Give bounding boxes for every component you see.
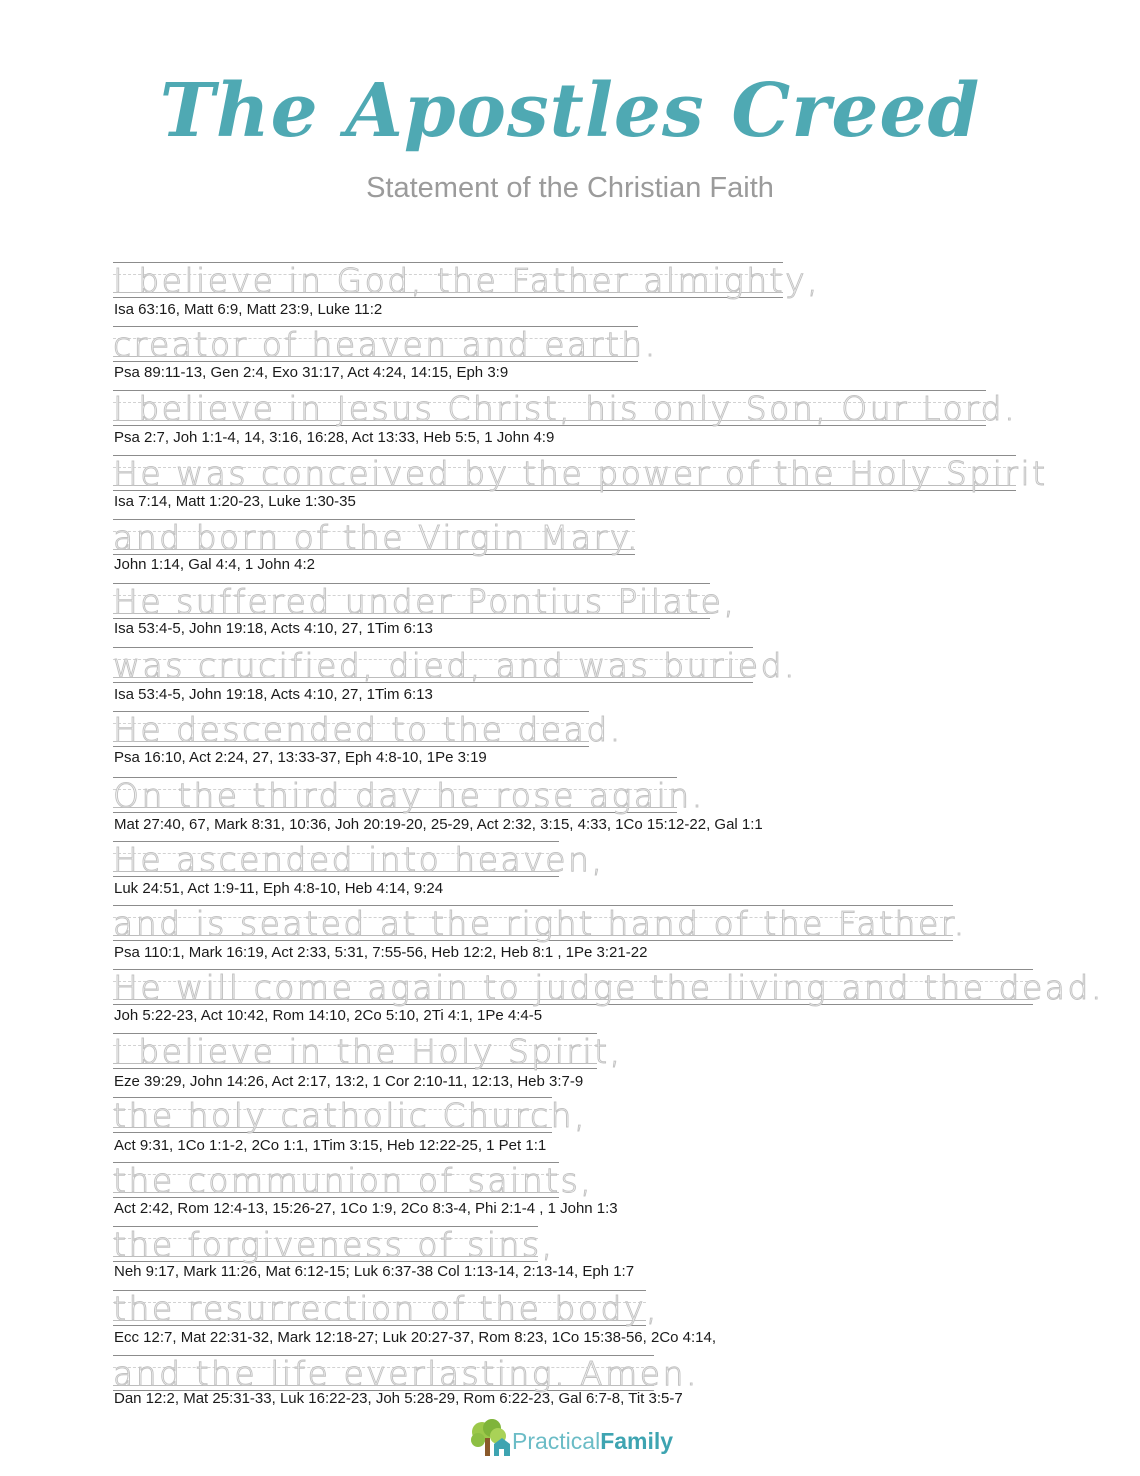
tracing-line [113,968,1104,1007]
tracing-line [113,518,641,557]
trace-text: I believe in God, the Father almighty, [113,261,821,300]
scripture-reference: Isa 53:4-5, John 19:18, Acts 4:10, 27, 1Tim 6:13 [114,620,433,637]
trace-text: He suffered under Pontius Pilate, [113,582,737,621]
practical-family-logo [468,1418,688,1458]
tracing-line [113,325,658,364]
tracing-line [113,1032,623,1071]
page-subtitle: Statement of the Christian Faith [366,172,774,204]
trace-text: On the third day he rose again. [113,776,705,815]
tracing-line [113,389,1018,428]
scripture-reference: Dan 12:2, Mat 25:31-33, Luk 16:22-23, Joh 5:28-29, Rom 6:22-23, Gal 6:7-8, Tit 3:5-7 [114,1390,683,1407]
trace-text: the resurrection of the body, [113,1289,660,1328]
scripture-reference: Psa 2:7, Joh 1:1-4, 14, 3:16, 16:28, Act 13:33, Heb 5:5, 1 John 4:9 [114,429,555,446]
scripture-reference: Psa 89:11-13, Gen 2:4, Exo 31:17, Act 4:24, 14:15, Eph 3:9 [114,364,509,381]
trace-text: and is seated at the right hand of the Father. [113,904,967,943]
tracing-line [113,582,737,621]
trace-text: and the life everlasting. Amen. [113,1354,699,1393]
trace-text: He will come again to judge the living and the dead. [113,968,1104,1007]
page-title: The Apostles Creed [159,68,981,154]
trace-text: He ascended into heaven, [113,840,605,879]
tracing-line [113,454,1048,493]
scripture-reference: Isa 53:4-5, John 19:18, Acts 4:10, 27, 1Tim 6:13 [114,686,433,703]
tracing-line [113,1289,660,1328]
tracing-line [113,646,797,685]
tracing-line [113,1354,699,1393]
tracing-line [113,904,967,943]
scripture-reference: John 1:14, Gal 4:4, 1 John 4:2 [114,556,315,573]
trace-text: creator of heaven and earth. [113,325,658,364]
scripture-reference: Luk 24:51, Act 1:9-11, Eph 4:8-10, Heb 4:14, 9:24 [114,880,444,897]
tracing-line [113,776,705,815]
tracing-line [113,1096,588,1135]
tracing-line [113,1225,555,1264]
scripture-reference: Act 2:42, Rom 12:4-13, 15:26-27, 1Co 1:9, 2Co 8:3-4, Phi 2:1-4 , 1 John 1:3 [114,1200,618,1217]
tracing-line [113,710,623,749]
trace-text: I believe in the Holy Spirit, [113,1032,623,1071]
scripture-reference: Psa 110:1, Mark 16:19, Act 2:33, 5:31, 7:55-56, Heb 12:2, Heb 8:1 , 1Pe 3:21-22 [114,944,648,961]
trace-text: the holy catholic Church, [113,1096,588,1135]
scripture-reference: Mat 27:40, 67, Mark 8:31, 10:36, Joh 20:19-20, 25-29, Act 2:32, 3:15, 4:33, 1Co 15:12-22, Gal 1:1 [114,816,763,833]
tree-house-icon [468,1418,510,1458]
trace-text: He was conceived by the power of the Holy Spirit [113,454,1048,493]
logo-word-practical: Practical [512,1428,601,1454]
trace-text: and born of the Virgin Mary. [113,518,641,557]
trace-text: I believe in Jesus Christ, his only Son, Our Lord. [113,389,1018,428]
tracing-line [113,1161,594,1200]
scripture-reference: Psa 16:10, Act 2:24, 27, 13:33-37, Eph 4:8-10, 1Pe 3:19 [114,749,487,766]
tracing-line [113,261,821,300]
trace-text: He descended to the dead. [113,710,623,749]
trace-text: the communion of saints, [113,1161,594,1200]
tracing-line [113,840,605,879]
scripture-reference: Eze 39:29, John 14:26, Act 2:17, 13:2, 1 Cor 2:10-11, 12:13, Heb 3:7-9 [114,1073,584,1090]
trace-text: was crucified, died, and was buried. [113,646,797,685]
trace-text: the forgiveness of sins, [113,1225,555,1264]
logo-wordmark [512,1428,673,1454]
scripture-reference: Ecc 12:7, Mat 22:31-32, Mark 12:18-27; Luk 20:27-37, Rom 8:23, 1Co 15:38-56, 2Co 4:14, [114,1329,717,1346]
scripture-reference: Joh 5:22-23, Act 10:42, Rom 14:10, 2Co 5:10, 2Ti 4:1, 1Pe 4:4-5 [114,1007,543,1024]
scripture-reference: Isa 63:16, Matt 6:9, Matt 23:9, Luke 11:2 [114,301,383,318]
scripture-reference: Act 9:31, 1Co 1:1-2, 2Co 1:1, 1Tim 3:15, Heb 12:22-25, 1 Pet 1:1 [114,1137,547,1154]
logo-word-family: Family [600,1428,674,1454]
scripture-reference: Neh 9:17, Mark 11:26, Mat 6:12-15; Luk 6:37-38 Col 1:13-14, 2:13-14, Eph 1:7 [114,1263,635,1280]
scripture-reference: Isa 7:14, Matt 1:20-23, Luke 1:30-35 [114,493,356,510]
